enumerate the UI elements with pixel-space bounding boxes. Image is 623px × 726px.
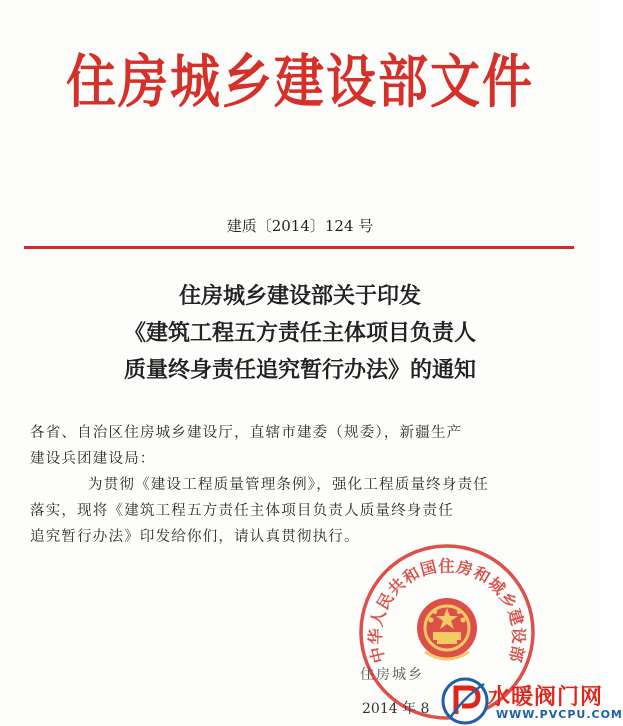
seal-text: 中华人民共和国住房和城乡建设部 <box>365 556 529 665</box>
red-divider-line <box>24 246 574 249</box>
issuer-name: 住房城乡 <box>360 667 424 683</box>
document-header-title: 住房城乡建设部文件 <box>66 47 534 116</box>
pvcpu-logo-icon <box>440 676 490 726</box>
site-watermark <box>440 676 623 726</box>
notice-title-line-3: 质量终身责任追究暂行办法》的通知 <box>123 357 476 383</box>
notice-body <box>30 420 578 550</box>
body-line-addressee-1: 各省、自治区住房城乡建设厅，直辖市建委（规委），新疆生产 <box>30 425 463 441</box>
national-emblem-icon <box>417 598 477 659</box>
body-line-paragraph-3: 追究暂行办法》印发给你们，请认真贯彻执行。 <box>30 529 360 545</box>
document-number: 建质〔2014〕124 号 <box>226 217 374 235</box>
notice-title <box>30 278 570 389</box>
watermark-url: WWW.PVCPU.COM <box>496 708 623 721</box>
body-line-paragraph-1: 为贯彻《建设工程质量管理条例》，强化工程质量终身责任 <box>88 477 489 493</box>
watermark-site-name: 水暖阀门网 <box>488 685 604 710</box>
body-line-addressee-2: 建设兵团建设局： <box>30 451 156 467</box>
body-line-paragraph-2: 落实，现将《建筑工程五方责任主体项目负责人质量终身责任 <box>30 503 454 519</box>
notice-title-line-2: 《建筑工程五方责任主体项目负责人 <box>123 320 476 346</box>
issue-date: 2014 年 8 <box>362 701 430 717</box>
notice-title-line-1: 住房城乡建设部关于印发 <box>178 283 421 309</box>
